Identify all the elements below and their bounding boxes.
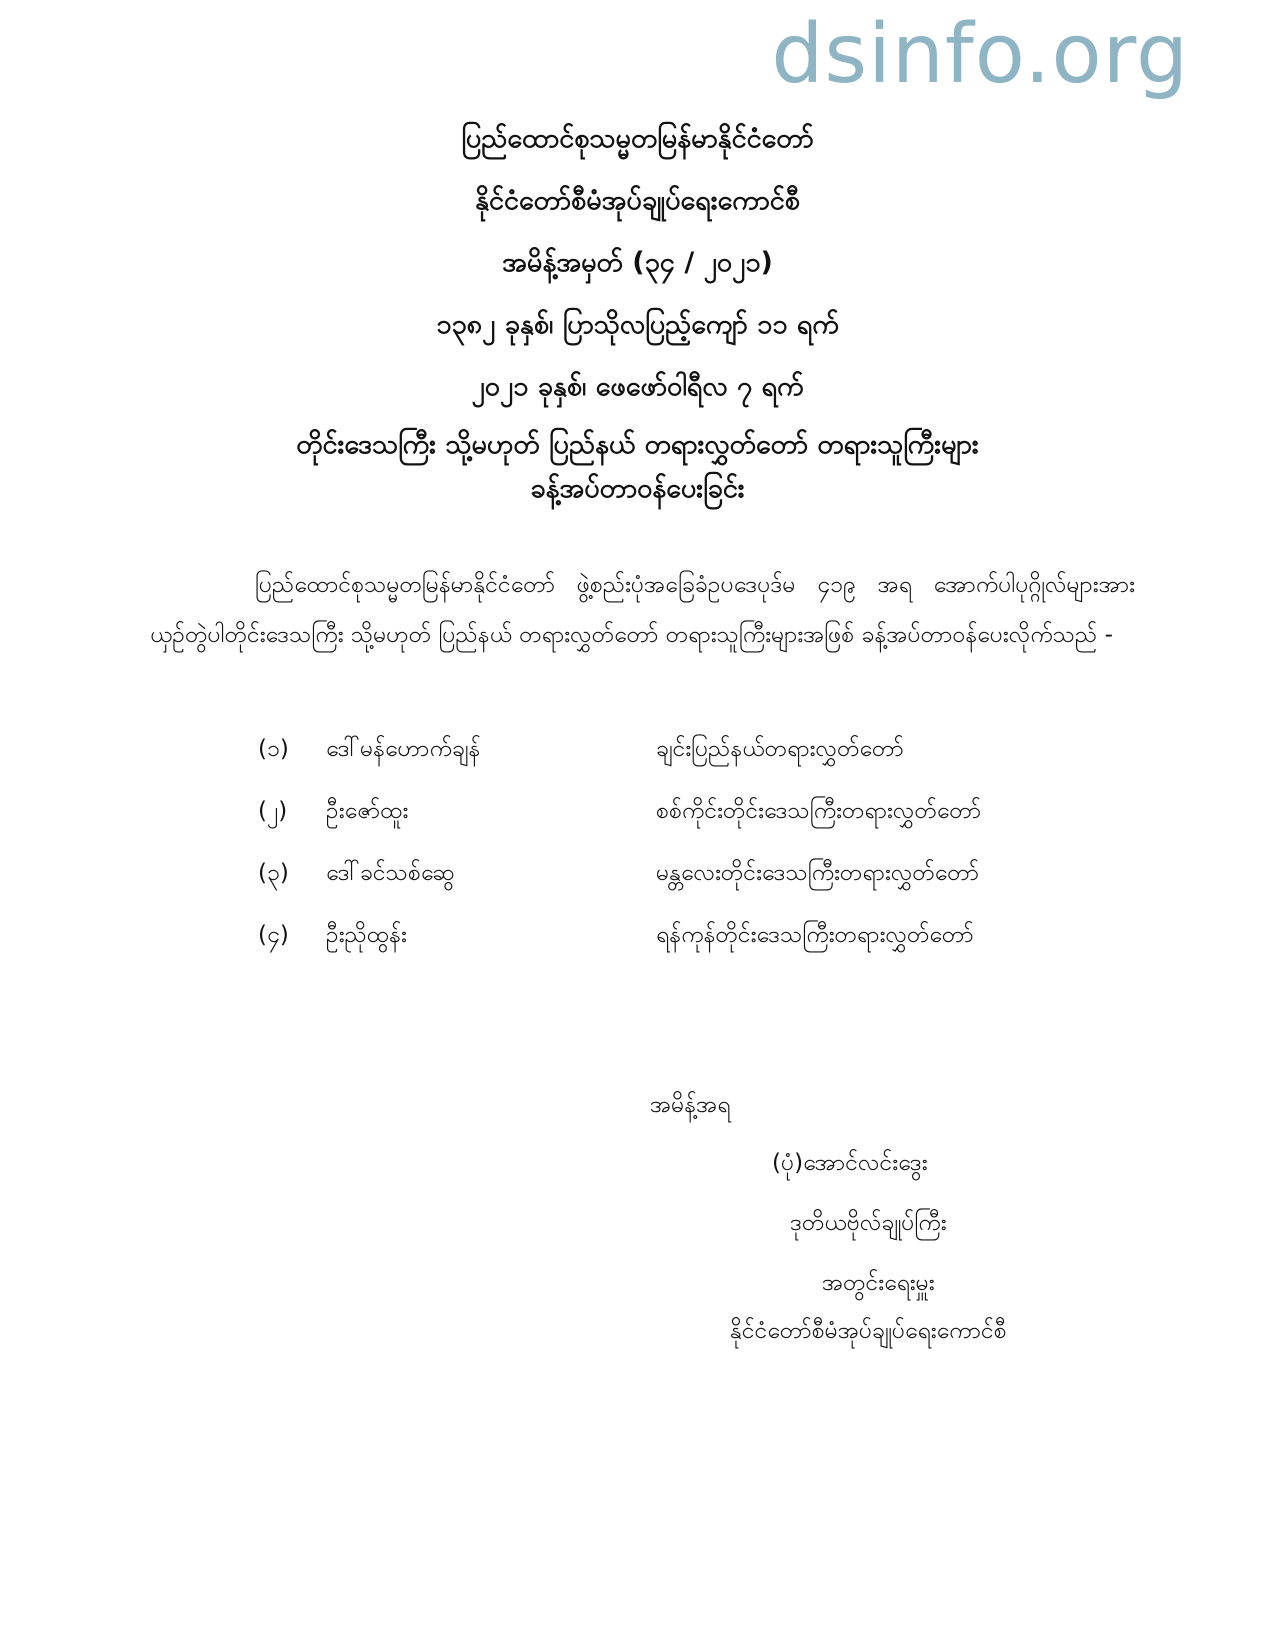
date-myanmar: ၁၃၈၂ ခုနှစ်၊ ပြာသိုလပြည့်ကျော် ၁၁ ရက် [436, 309, 839, 340]
signatory-name: (ပုံ)အောင်လင်းဒွေး [772, 1150, 928, 1176]
appointee-row [258, 906, 1158, 968]
appointee-name: ဒေါ်ခင်သစ်ဆွေ [326, 860, 455, 886]
watermark-logo: dsinfo.org [771, 7, 1189, 102]
body-paragraph: ပြည်ထောင်စုသမ္မတမြန်မာနိုင်ငံတော် ဖွဲ့စည်းပုံအခြေခံဥပဒေပုဒ်မ ၄၁၉ အရ အောက်ပါပုဂ္ဂိုလ်များအား ယှဉ်တွဲပါတိုင်းဒေသကြီး သို့မဟုတ် ပြည်နယ် တရားလွှတ်တော် တရားသူကြီးများအဖြစ် ခန့်အပ်တာဝန်ပေးလိုက်သည် - [150, 572, 1135, 648]
appointee-number: (၁) [258, 736, 289, 762]
appointee-number: (၂) [258, 798, 288, 824]
appointee-number: (၄) [258, 922, 289, 948]
appointee-list [258, 720, 1158, 968]
title-line-2: ခန့်အပ်တာဝန်ပေးခြင်း [530, 473, 745, 504]
signatory-position: အတွင်းရေးမှူး [822, 1270, 935, 1296]
order-number: အမိန့်အမှတ် (၃၄ / ၂၀၂၁) [502, 247, 773, 278]
appointee-post: ချင်းပြည်နယ်တရားလွှတ်တော် [656, 736, 904, 762]
document-header [0, 124, 1275, 518]
signatory-rank: ဒုတိယဗိုလ်ချုပ်ကြီး [790, 1210, 947, 1236]
appointee-name: ဒေါ်မန်ဟောက်ချန် [326, 736, 481, 762]
appointee-row [258, 844, 1158, 906]
appointee-post: စစ်ကိုင်းတိုင်းဒေသကြီးတရားလွှတ်တော် [656, 798, 982, 824]
appointee-name: ဦးဇော်ထူး [326, 798, 409, 824]
appointee-name: ဦးညိုထွန်း [326, 922, 407, 948]
date-gregorian: ၂၀၂၁ ခုနှစ်၊ ဖေဖော်ဝါရီလ ၇ ရက် [471, 371, 804, 402]
appointee-post: ရန်ကုန်တိုင်းဒေသကြီးတရားလွှတ်တော် [656, 922, 974, 948]
appointee-post: မန္တလေးတိုင်းဒေသကြီးတရားလွှတ်တော် [656, 860, 980, 886]
office-name: နိုင်ငံတော်စီမံအုပ်ချုပ်ရေးကောင်စီ [475, 185, 800, 216]
appointee-row [258, 720, 1158, 782]
appointee-row [258, 782, 1158, 844]
signatory-office: နိုင်ငံတော်စီမံအုပ်ချုပ်ရေးကောင်စီ [730, 1318, 1007, 1344]
appointee-number: (၃) [258, 860, 289, 886]
title-line-1: တိုင်းဒေသကြီး သို့မဟုတ် ပြည်နယ် တရားလွှတ်တော် တရားသူကြီးများ [296, 429, 979, 460]
document-title [0, 430, 1275, 504]
country-name: ပြည်ထောင်စုသမ္မတမြန်မာနိုင်ငံတော် [461, 123, 814, 154]
by-order-label: အမိန့်အရ [650, 1092, 731, 1118]
